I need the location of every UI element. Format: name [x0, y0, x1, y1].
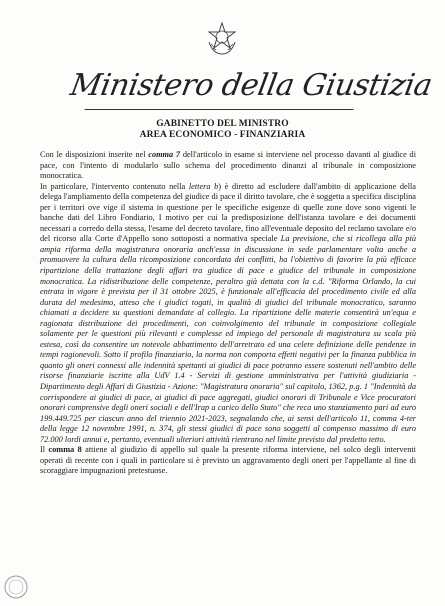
- paragraph-2: [40, 182, 416, 446]
- p2-letter-ref: lettera b: [188, 181, 219, 191]
- p2-italic-text: La previsione, che si ricollega alla più ampia riforma della magistratura onoraria anch'essa in discussione in sede parlamentare volta anche a promuovere la cultura della ricomposizione concordata dei conflitti, ha l'obiettivo di favorire la più efficace ripartizione della trattazione degli affari tra giudice di pace e giudice del tribunale in composizione monocratica. La ridistribuzione delle competenze, peraltro già dettata con la c.d. "Riforma Orlando, la cui entrata in vigore è prevista per il 31 ottobre 2025, è funzionale all'efficacia del procedimento civile ed alla durata del medesimo, atteso che i giudici togati, in qualità di giudici del tribunale monocratico, saranno chiamati a decidere su questioni demandate al collegio. La ripartizione delle materie consentirà un'equa e ragionata distribuzione dei procedimenti, con coinvolgimento del tribunale in composizione collegiale solamente per le questioni più rilevanti e complesse ed impiego del personale di magistratura su scala più estesa, così da consentire un notevole abbattimento dell'arretrato ed una celere definizione delle pendenze in tempi ragionevoli. Sotto il profilo finanziario, la norma non comporta effetti negativi per la finanza pubblica in quanto gli oneri connessi alle indennità spettanti ai giudici di pace potranno essere sostenuti nell'ambito delle risorse finanziarie iscritte alla UdV 1.4 - Servizi di gestione amministrativa per l'attività giudiziaria - Dipartimento degli Affari di Giustizia - Azione: "Magistratura onoraria" sul capitolo, 1362, p.g. 1 "Indennità da corrispondere ai giudici di pace, ai giudici di pace aggregati, giudici onorari di Tribunale e Vice procuratori onorari comprensive degli oneri sociali e dell'Irap a carico dello Stato" che reca uno stanziamento pari ad euro 199.449.725 per ciascun anno del triennio 2021-2023, segnalando che, ai sensi dell'articolo 11, comma 4-ter della legge 12 novembre 1991, n. 374, gli stessi giudici di pace sono soggetti al compenso massimo di euro 72.000 lordi annui e, pertanto, eventuali ulteriori attività rientrano nel limite previsto dal predetto tetto.: [40, 234, 417, 444]
- area-title: AREA ECONOMICO - FINANZIARIA: [139, 130, 306, 140]
- logo-underline: [84, 109, 353, 110]
- p1-comma-ref: comma 7: [148, 150, 181, 159]
- p3-text-end: attiene al giudizio di appello sul quale la presente riforma interviene, nel solco degli interventi operati di recente con i quali in particolare si è previsto un aggravamento degli oneri per l'appellante al fine di scoraggiare impugnazioni pretestuose.: [40, 445, 416, 476]
- p2-text-mid: ) è diretto ad escludere dall'ambito di applicazione della delega l'ampliamento della competenza del giudice di pace il diritto tavolare, che è soggetta a specifica disciplina per i territori ove vige il sistema in questione per le specifiche esigenze di quelle zone dove sono vigenti le banche dati del Libro Fondiario, I motivo per cui la predisposizione dell'istanza tavolare e dei documenti necessari a corredo della stessa, l'esame del decreto tavolare, fino all'eventuale deposito del reclamo tavolare e/o del ricorso alla Corte d'Appello sono sottoposti a normativa speciale: [40, 181, 416, 244]
- ministry-logo: [66, 68, 435, 112]
- p2-text: In particolare, l'intervento contenuto nella: [40, 181, 189, 191]
- p3-comma-ref: comma 8: [48, 445, 82, 455]
- p1-text: Con le disposizioni inserite nel: [40, 150, 149, 159]
- document-body: [40, 150, 416, 477]
- p3-text: Il: [40, 445, 49, 455]
- office-title: GABINETTO DEL MINISTRO: [156, 119, 289, 129]
- paragraph-3: [40, 445, 416, 477]
- ministry-logo-text: Ministero della Giustizia: [67, 68, 435, 103]
- circular-stamp-icon: [3, 574, 29, 600]
- p1-text-end: dell'articolo in esame si interviene nel processo davanti al giudice di pace, con l'intento di modularlo sullo schema del procedimento dinanzi al tribunale in composizione monocratica.: [40, 150, 416, 181]
- paragraph-1: [40, 150, 416, 182]
- italian-republic-emblem-icon: [205, 20, 239, 56]
